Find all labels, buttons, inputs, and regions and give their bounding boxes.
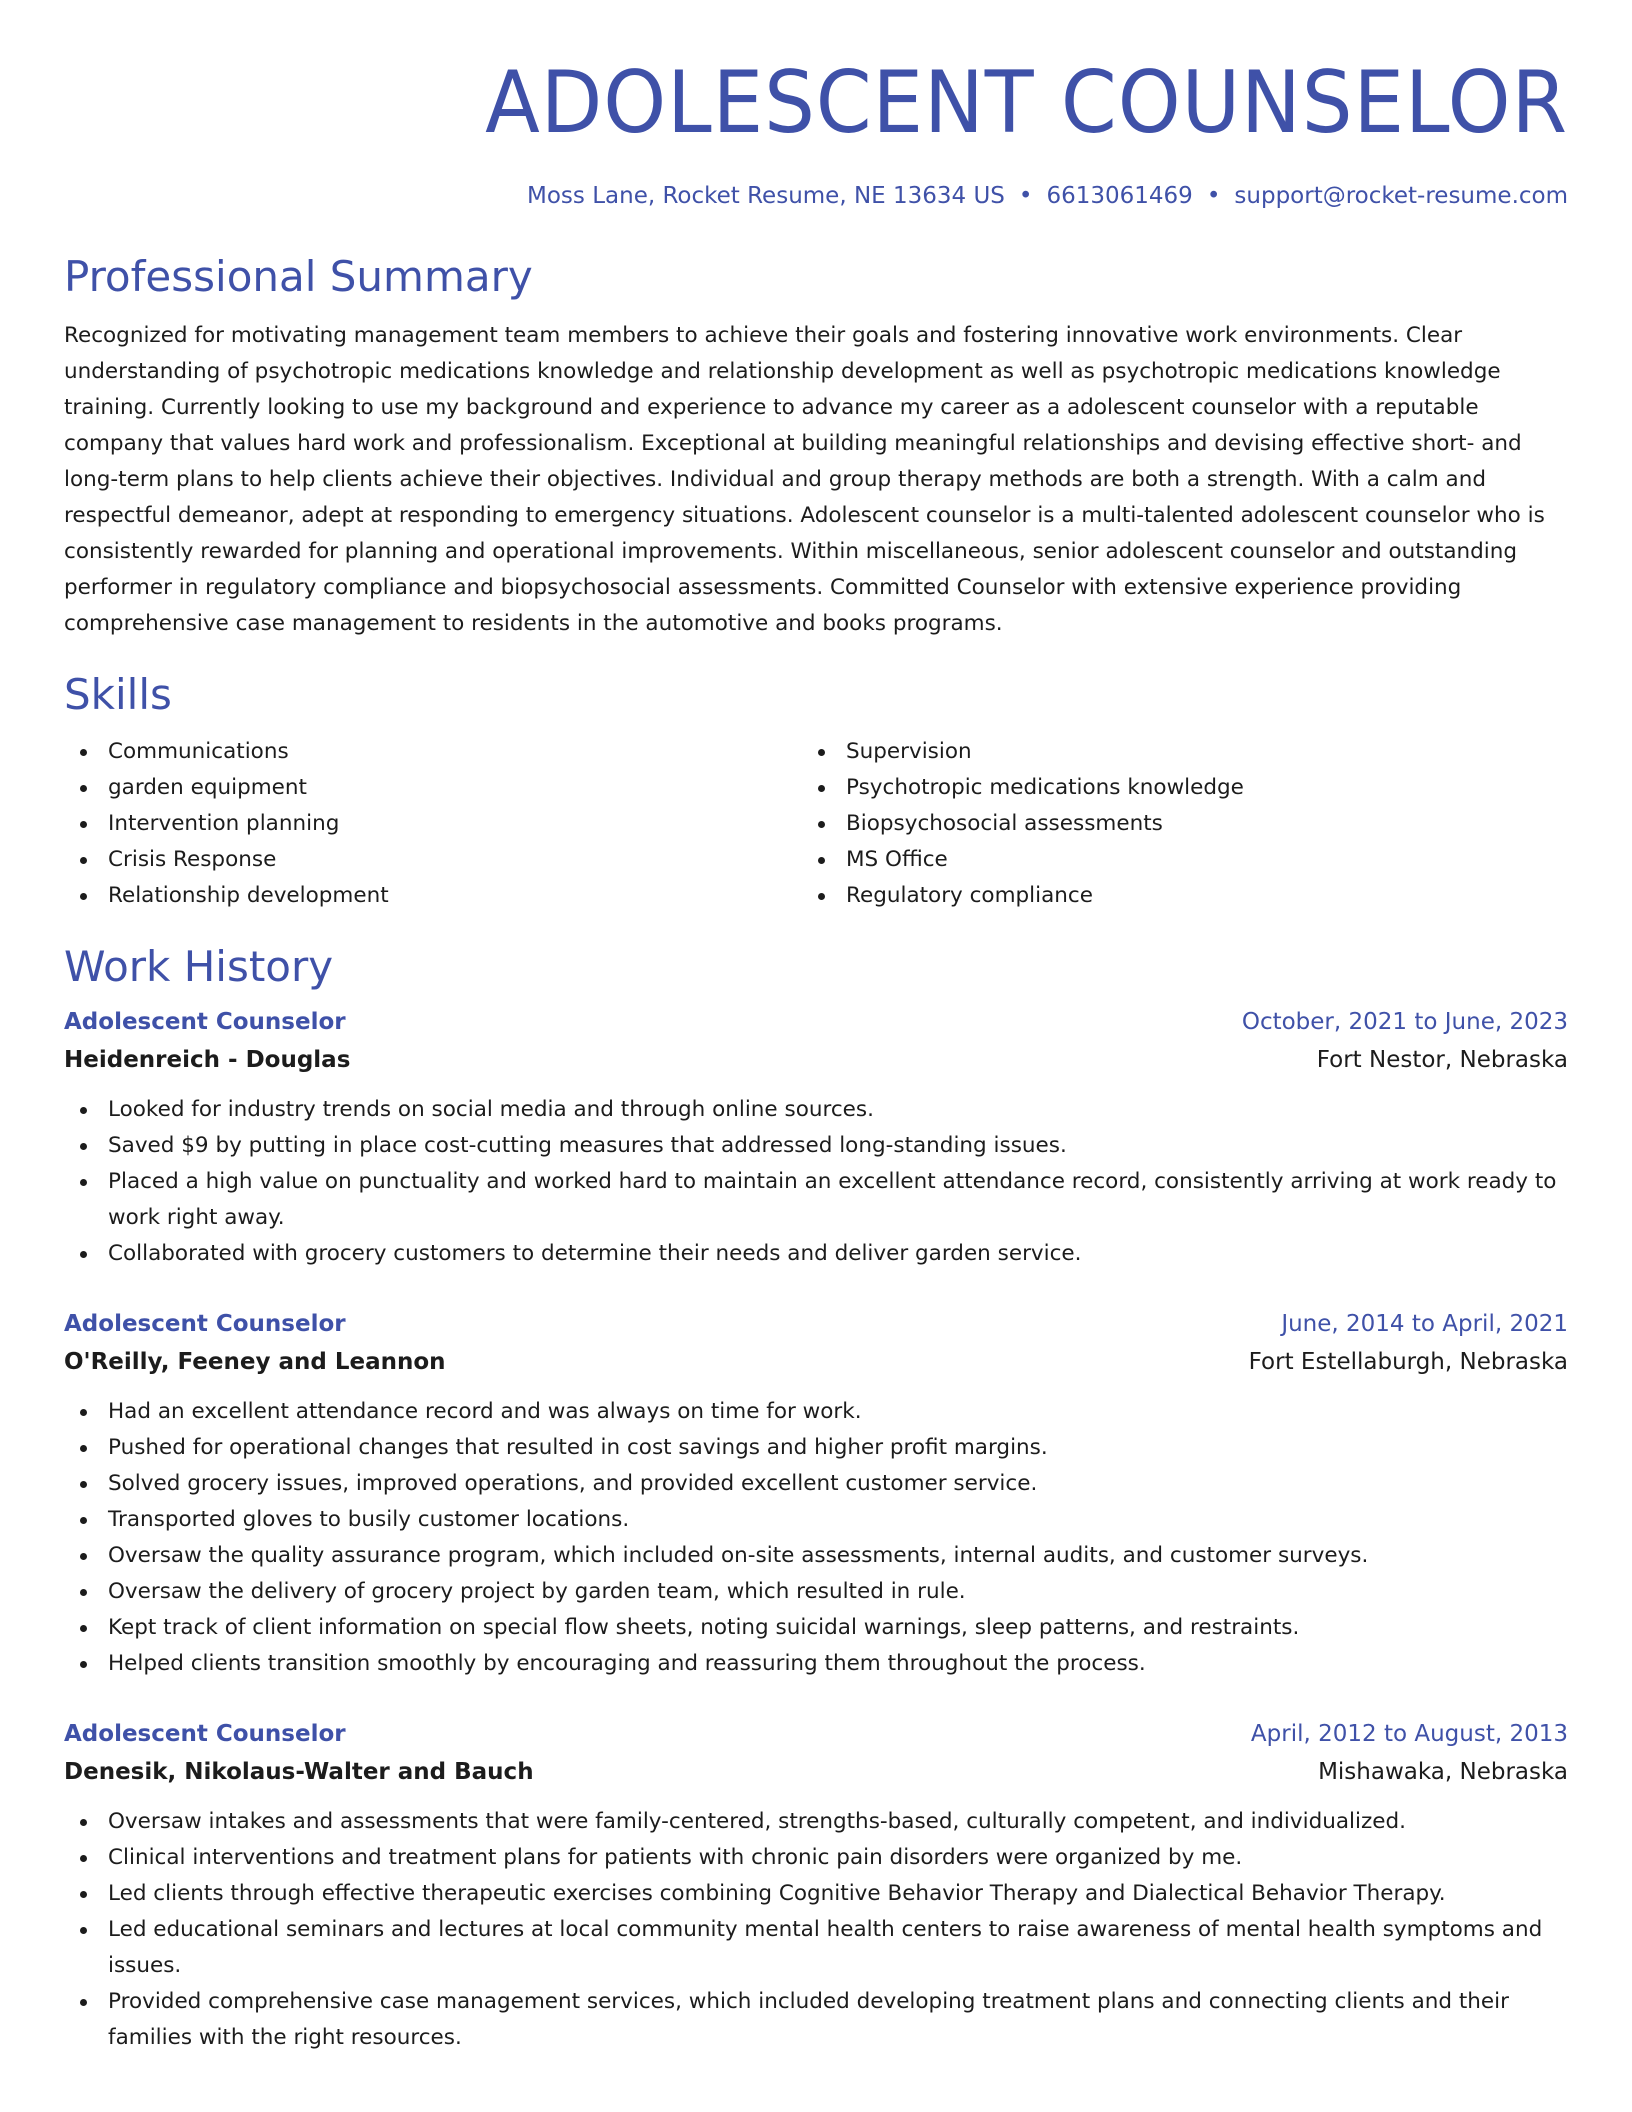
skills-column-right xyxy=(802,734,1540,914)
contact-line xyxy=(64,180,1568,212)
job-bullet: Kept track of client information on special flow sheets, noting suicidal warnings, sleep patterns, and restraints. xyxy=(64,1610,1568,1646)
skills-heading: Skills xyxy=(64,670,172,719)
job-company: Heidenreich - Douglas xyxy=(64,1047,351,1073)
job-entry xyxy=(64,1716,1568,2056)
job-bullet: Clinical interventions and treatment plans for patients with chronic pain disorders were organized by me. xyxy=(64,1840,1568,1876)
job-bullet: Placed a high value on punctuality and worked hard to maintain an excellent attendance record, consistently arriving at work ready to work right away. xyxy=(64,1164,1568,1236)
job-company-row xyxy=(64,1752,1568,1792)
job-company-row xyxy=(64,1040,1568,1080)
job-company: Denesik, Nikolaus-Walter and Bauch xyxy=(64,1759,534,1785)
job-entry xyxy=(64,1004,1568,1272)
job-location: Mishawaka, Nebraska xyxy=(1318,1759,1568,1785)
job-bullet: Saved $9 by putting in place cost-cutting measures that addressed long-standing issues. xyxy=(64,1128,1568,1164)
skill-item: Psychotropic medications knowledge xyxy=(802,770,1540,806)
skill-item: MS Office xyxy=(802,842,1540,878)
skill-item: Communications xyxy=(64,734,802,770)
skill-item: Regulatory compliance xyxy=(802,878,1540,914)
job-bullet: Pushed for operational changes that resulted in cost savings and higher profit margins. xyxy=(64,1430,1568,1466)
job-bullet: Had an excellent attendance record and was always on time for work. xyxy=(64,1394,1568,1430)
job-bullet: Looked for industry trends on social media and through online sources. xyxy=(64,1092,1568,1128)
job-dates: June, 2014 to April, 2021 xyxy=(1281,1311,1568,1337)
job-location: Fort Nestor, Nebraska xyxy=(1316,1047,1568,1073)
work-history-heading: Work History xyxy=(64,942,334,991)
contact-email: support@rocket-resume.com xyxy=(1234,183,1568,209)
job-title: Adolescent Counselor xyxy=(64,1311,346,1337)
contact-address: Moss Lane, Rocket Resume, NE 13634 US xyxy=(527,183,1005,209)
job-bullets xyxy=(64,1394,1568,1682)
skills-list xyxy=(64,734,1568,914)
job-title: Adolescent Counselor xyxy=(64,1721,346,1747)
job-dates: October, 2021 to June, 2023 xyxy=(1241,1009,1568,1035)
candidate-name: ADOLESCENT COUNSELOR xyxy=(485,53,1569,153)
contact-separator: • xyxy=(1018,183,1033,209)
job-bullet: Provided comprehensive case management services, which included developing treatment plans and connecting clients and their families with the right resources. xyxy=(64,1984,1568,2056)
job-location: Fort Estellaburgh, Nebraska xyxy=(1248,1349,1568,1375)
skill-item: Supervision xyxy=(802,734,1540,770)
job-dates: April, 2012 to August, 2013 xyxy=(1250,1721,1568,1747)
job-bullet: Led educational seminars and lectures at local community mental health centers to raise awareness of mental health symptoms and issues. xyxy=(64,1912,1568,1984)
job-company: O'Reilly, Feeney and Leannon xyxy=(64,1349,446,1375)
job-bullets xyxy=(64,1092,1568,1272)
job-title-row xyxy=(64,1306,1568,1342)
job-bullet: Oversaw intakes and assessments that were family-centered, strengths-based, culturally competent, and individualized. xyxy=(64,1804,1568,1840)
skills-column-left xyxy=(64,734,802,914)
contact-phone: 6613061469 xyxy=(1046,183,1193,209)
job-entry xyxy=(64,1306,1568,1682)
job-bullet: Solved grocery issues, improved operations, and provided excellent customer service. xyxy=(64,1466,1568,1502)
job-title-row xyxy=(64,1716,1568,1752)
job-bullet: Oversaw the delivery of grocery project by garden team, which resulted in rule. xyxy=(64,1574,1568,1610)
job-bullets xyxy=(64,1804,1568,2056)
skill-item: Crisis Response xyxy=(64,842,802,878)
skill-item: Intervention planning xyxy=(64,806,802,842)
job-title-row xyxy=(64,1004,1568,1040)
skill-item: Biopsychosocial assessments xyxy=(802,806,1540,842)
summary-heading: Professional Summary xyxy=(64,252,533,301)
skill-item: Relationship development xyxy=(64,878,802,914)
summary-text: Recognized for motivating management team members to achieve their goals and fostering innovative work environments. Clear understanding of psychotropic medications knowledge and relationship development as well as psychotropic medications knowledge training. Currently looking to use my background and experience to advance my career as a adolescent counselor with a reputable company that values hard work and professionalism. Exceptional at building meaningful relationships and devising effective short- and long-term plans to help clients achieve their objectives. Individual and group therapy methods are both a strength. With a calm and respectful demeanor, adept at responding to emergency situations. Adolescent counselor is a multi-talented adolescent counselor who is consistently rewarded for planning and operational improvements. Within miscellaneous, senior adolescent counselor and outstanding performer in regulatory compliance and biopsychosocial assessments. Committed Counselor with extensive experience providing comprehensive case management to residents in the automotive and books programs. xyxy=(64,323,1545,636)
job-bullet: Led clients through effective therapeutic exercises combining Cognitive Behavior Therapy and Dialectical Behavior Therapy. xyxy=(64,1876,1568,1912)
job-bullet: Transported gloves to busily customer locations. xyxy=(64,1502,1568,1538)
job-title: Adolescent Counselor xyxy=(64,1009,346,1035)
contact-separator: • xyxy=(1206,183,1221,209)
job-bullet: Helped clients transition smoothly by encouraging and reassuring them throughout the process. xyxy=(64,1646,1568,1682)
resume-header xyxy=(64,0,1568,212)
job-company-row xyxy=(64,1342,1568,1382)
job-bullet: Oversaw the quality assurance program, which included on-site assessments, internal audits, and customer surveys. xyxy=(64,1538,1568,1574)
job-bullet: Collaborated with grocery customers to determine their needs and deliver garden service. xyxy=(64,1236,1568,1272)
skill-item: garden equipment xyxy=(64,770,802,806)
